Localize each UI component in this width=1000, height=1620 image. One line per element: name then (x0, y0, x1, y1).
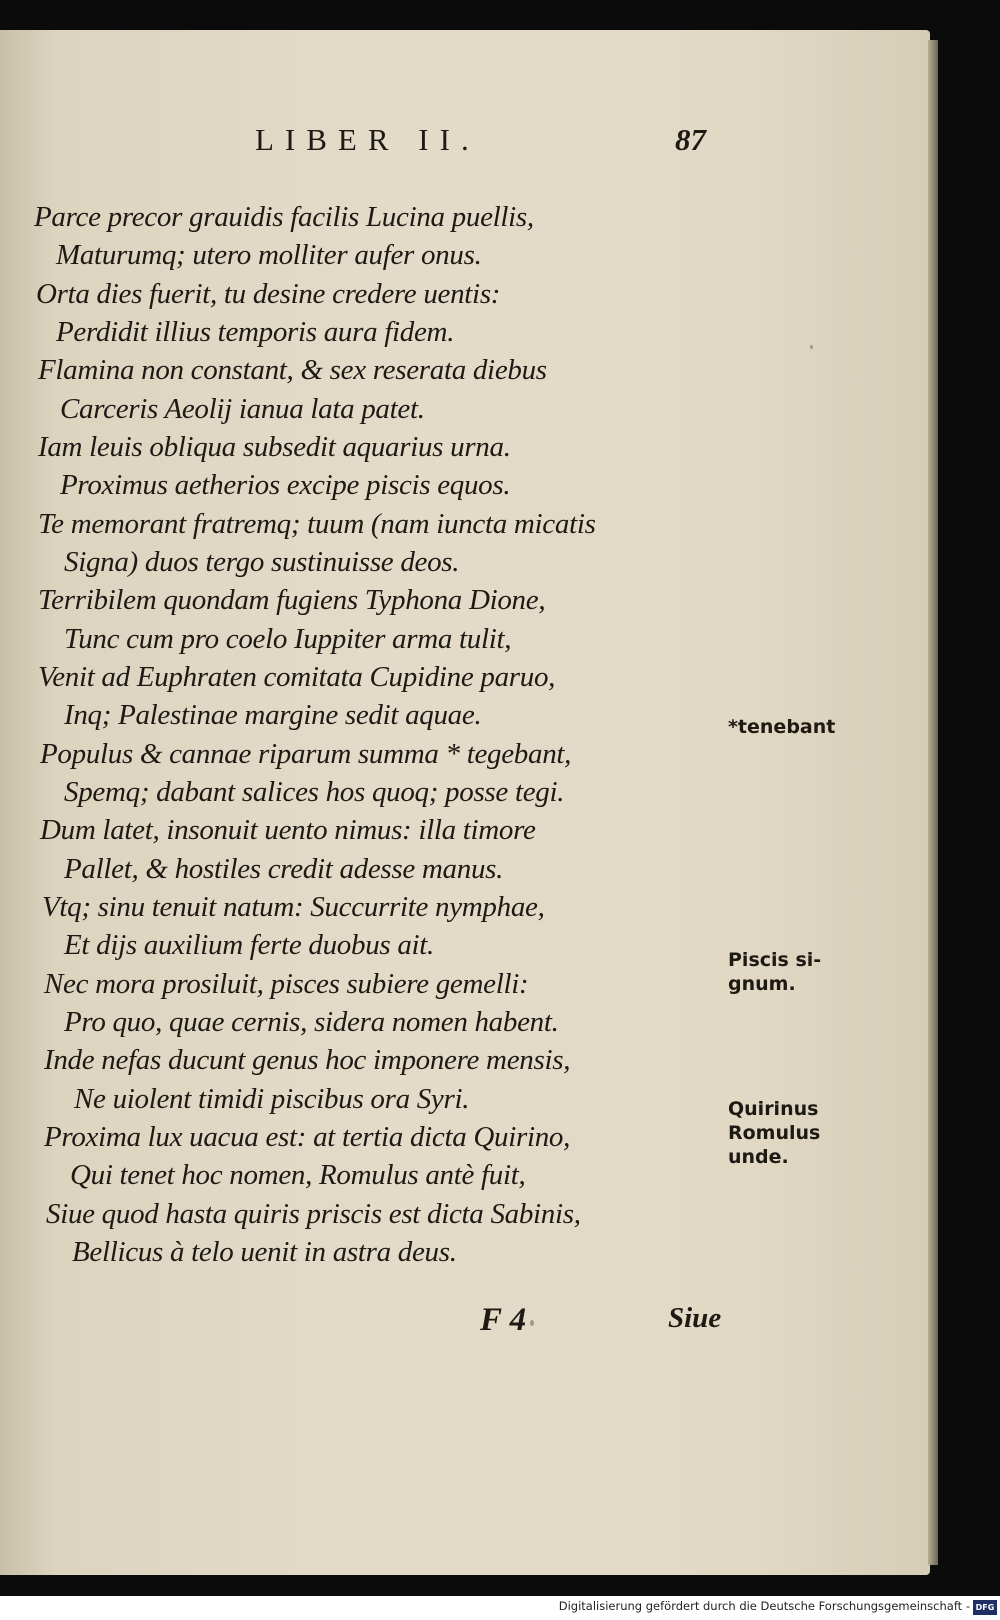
verse-line: Inde nefas ducunt genus hoc imponere mensis, (44, 1044, 571, 1076)
verse-line: Proximus aetherios excipe piscis equos. (60, 469, 511, 501)
marginal-note-line: Quirinus (728, 1098, 819, 1120)
funding-credit: Digitalisierung gefördert durch die Deutsche Forschungsgemeinschaft - (558, 1599, 970, 1613)
verse-line: Perdidit illius temporis aura fidem. (56, 316, 455, 348)
verse-line: Tunc cum pro coelo Iuppiter arma tulit, (64, 623, 512, 655)
verse-line: Qui tenet hoc nomen, Romulus antè fuit, (70, 1159, 526, 1191)
marginal-note-line: unde. (728, 1146, 789, 1168)
verse-line: Spemq; dabant salices hos quoq; posse tegi. (64, 776, 565, 808)
verse-line: Signa) duos tergo sustinuisse deos. (64, 546, 460, 578)
verse-line: Dum latet, insonuit uento nimus: illa timore (40, 814, 536, 846)
page-header (0, 122, 930, 162)
marginal-note-line: *tenebant (728, 716, 836, 738)
folio-number: 87 (675, 122, 706, 157)
paper-fleck (810, 345, 813, 349)
signature-mark: F 4 (480, 1302, 527, 1338)
marginal-note-line: Piscis si- (728, 949, 822, 971)
verse-line: Iam leuis obliqua subsedit aquarius urna. (38, 431, 511, 463)
verse-line: Bellicus à telo uenit in astra deus. (72, 1236, 457, 1268)
marginal-note-tenebant (728, 715, 835, 739)
verse-line: Parce precor grauidis facilis Lucina puellis, (34, 201, 534, 233)
marginal-note-line: gnum. (728, 973, 796, 995)
verse-line: Te memorant fratremq; tuum (nam iuncta micatis (38, 508, 596, 540)
verse-line: Ne uiolent timidi piscibus ora Syri. (74, 1083, 470, 1115)
marginal-note-quirinus (728, 1097, 820, 1169)
verse-line: Vtq; sinu tenuit natum: Succurrite nymphae, (42, 891, 545, 923)
verse-line: Flamina non constant, & sex reserata diebus (38, 354, 547, 386)
digitization-footer (0, 1596, 1000, 1620)
verse-line: Proxima lux uacua est: at tertia dicta Quirino, (44, 1121, 571, 1153)
verse-line: Populus & cannae riparum summa * tegebant, (40, 738, 572, 770)
verse-line: Maturumq; utero molliter aufer onus. (56, 239, 482, 271)
paper-fleck (530, 1320, 534, 1326)
verse-line: Pro quo, quae cernis, sidera nomen habent. (64, 1006, 559, 1038)
verse-line: Terribilem quondam fugiens Typhona Dione, (38, 584, 546, 616)
dfg-logo-icon: DFG (973, 1600, 997, 1615)
verse-line: Venit ad Euphraten comitata Cupidine paruo, (38, 661, 556, 693)
verse-line: Pallet, & hostiles credit adesse manus. (64, 853, 504, 885)
marginal-note-piscis (728, 948, 821, 996)
verse-line: Carceris Aeolij ianua lata patet. (60, 393, 425, 425)
marginal-note-line: Romulus (728, 1122, 821, 1144)
verse-line: Et dijs auxilium ferte duobus ait. (64, 929, 435, 961)
verse-line: Siue quod hasta quiris priscis est dicta Sabinis, (46, 1198, 581, 1230)
verse-line: Inq; Palestinae margine sedit aquae. (64, 699, 482, 731)
book-page (0, 30, 930, 1575)
running-head: LIBER II. (255, 122, 480, 157)
verse-line: Orta dies fuerit, tu desine credere uentis: (36, 278, 501, 310)
verse-line: Nec mora prosiluit, pisces subiere gemelli: (44, 968, 529, 1000)
catchword: Siue (668, 1302, 722, 1334)
